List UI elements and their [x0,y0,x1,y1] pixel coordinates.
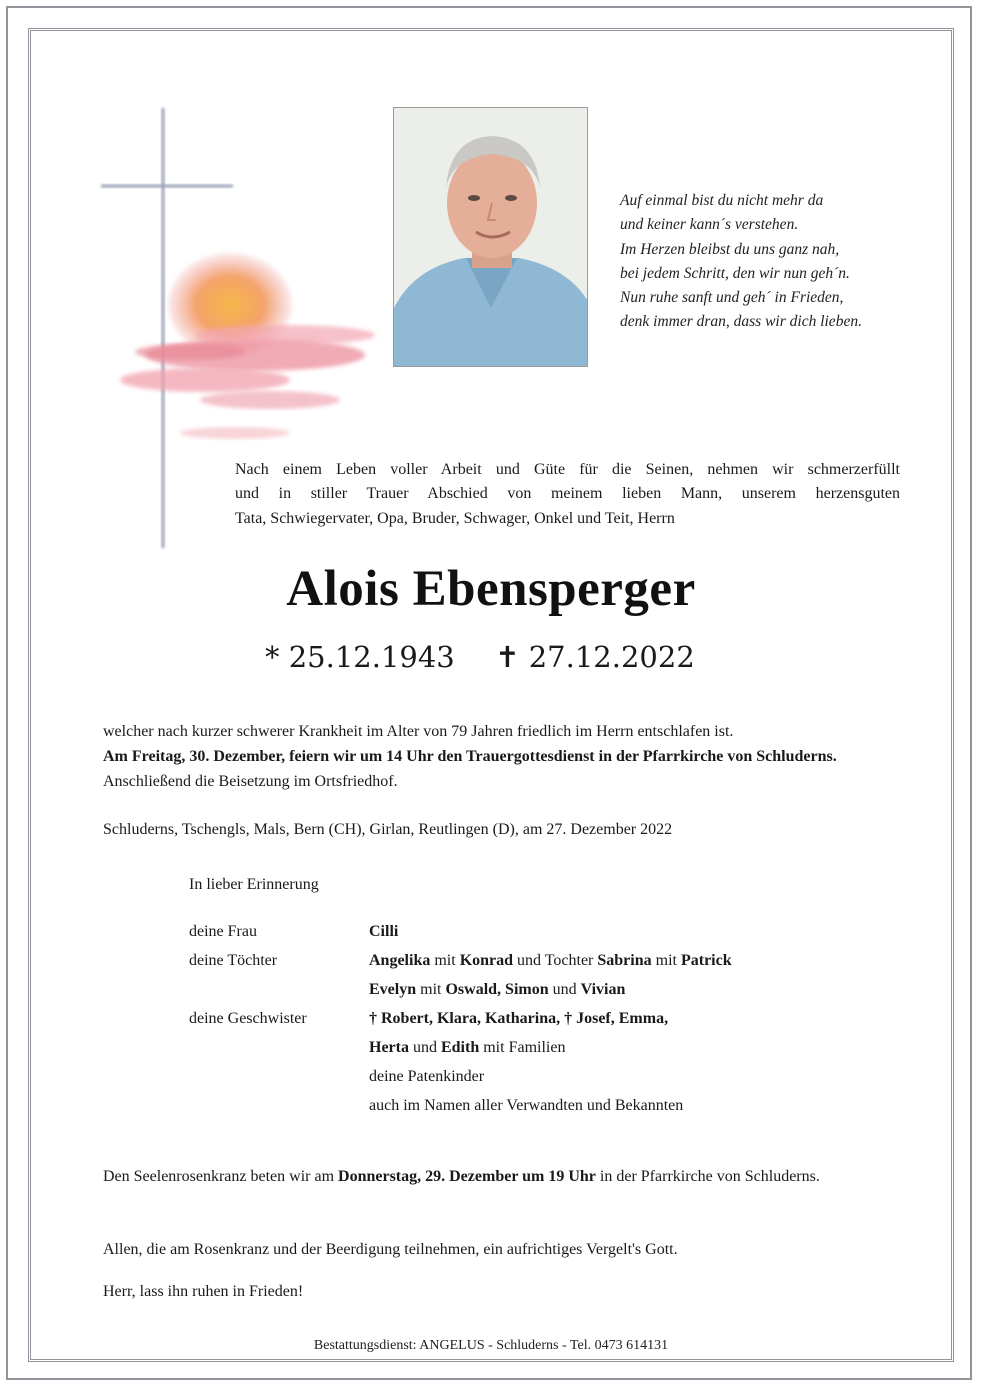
closing-text: Herr, lass ihn ruhen in Frieden! [103,1283,304,1300]
mourner-row-daughters [189,946,732,975]
connector-text: und [548,981,581,998]
connector-text: mit [651,952,681,969]
intro-line: Tata, Schwiegervater, Opa, Bruder, Schwager, Onkel und Teit, Herrn [235,509,675,527]
mourner-name: Cilli [369,923,399,940]
mourner-name: Edith [440,1039,480,1056]
mourner-row-siblings2 [189,1033,732,1062]
mourner-name: Evelyn [369,981,417,998]
mourner-name: Vivian [580,981,626,998]
burial-details: Anschließend die Beisetzung im Ortsfriedhof. [103,773,398,790]
intro-line: und in stiller Trauer Abschied von meinem lieben Mann, unserem herzensguten [235,485,900,503]
relation-label: deine Töchter [189,952,278,969]
mourner-row-siblings [189,1004,732,1033]
connector-text: und Tochter [513,952,598,969]
connector-text: mit [416,981,446,998]
birth-date: 25.12.1943 [288,640,455,674]
connector-text: und [408,1039,441,1056]
intro-line: Nach einem Leben voller Arbeit und Güte für die Seinen, nehmen wir schmerzerfüllt [235,461,900,478]
deceased-name: Alois Ebensperger [286,561,696,617]
birth-asterisk-icon: * [265,640,280,674]
life-dates [265,640,695,674]
poem-line: denk immer dran, dass wir dich lieben. [620,313,862,331]
intro-paragraph [235,458,900,531]
mourner-name: Sabrina [597,952,652,969]
mourner-row-wife [189,917,732,946]
mourner-name: Patrick [680,952,732,969]
poem-line: und keiner kann´s verstehen. [620,216,799,234]
death-cross-icon: ✝ [495,640,520,674]
funeral-service-footer: Bestattungsdienst: ANGELUS - Schluderns - Tel. 0473 614131 [313,1338,669,1353]
mourner-row-relatives [189,1091,732,1120]
connector-text: mit [430,952,460,969]
mourners-list [189,917,732,1120]
deceased-name-wrapper [0,560,982,618]
rosary-paragraph [103,1164,883,1189]
portrait-illustration [394,108,588,367]
mourner-name: Herta [369,1039,409,1056]
rosary-text: in der Pfarrkirche von Schluderns. [595,1168,820,1185]
relation-label: deine Frau [189,923,257,940]
mourner-name: † Robert, Klara, Katharina, † Josef, Emma, [369,1010,669,1027]
portrait-photo [393,107,588,367]
mourner-row-daughter2 [189,975,732,1004]
mourner-name: Konrad [459,952,514,969]
memory-intro: In lieber Erinnerung [189,876,319,893]
rosary-datetime: Donnerstag, 29. Dezember um 19 Uhr [338,1168,596,1185]
godchildren-text: deine Patenkinder [369,1068,485,1085]
poem-line: bei jedem Schritt, den wir nun geh´n. [620,264,850,282]
place-date: Schluderns, Tschengls, Mals, Bern (CH), Girlan, Reutlingen (D), am 27. Dezember 2022 [103,821,673,838]
connector-text: mit Familien [479,1039,566,1056]
poem-line: Im Herzen bleibst du uns ganz nah, [620,240,840,258]
announcement-line: welcher nach kurzer schwerer Krankheit im Alter von 79 Jahren friedlich im Herrn entschlafen ist. [103,723,734,740]
announcement-paragraph [103,719,893,794]
death-date: 27.12.2022 [528,640,695,674]
poem-line: Nun ruhe sanft und geh´ in Frieden, [620,289,844,307]
service-details: Am Freitag, 30. Dezember, feiern wir um 14 Uhr den Trauergottesdienst in der Pfarrkirche von Schluderns. [103,748,837,765]
poem [620,189,862,335]
rosary-text: Den Seelenrosenkranz beten wir am [103,1168,339,1185]
mourner-name: Oswald, Simon [445,981,549,998]
poem-line: Auf einmal bist du nicht mehr da [620,192,824,209]
relation-label: deine Geschwister [189,1010,307,1027]
mourner-name: Angelika [369,952,431,969]
mourner-row-godchildren [189,1062,732,1091]
thanks-text: Allen, die am Rosenkranz und der Beerdigung teilnehmen, ein aufrichtiges Vergelt's Gott. [103,1241,678,1258]
relatives-text: auch im Namen aller Verwandten und Bekannten [369,1097,684,1114]
